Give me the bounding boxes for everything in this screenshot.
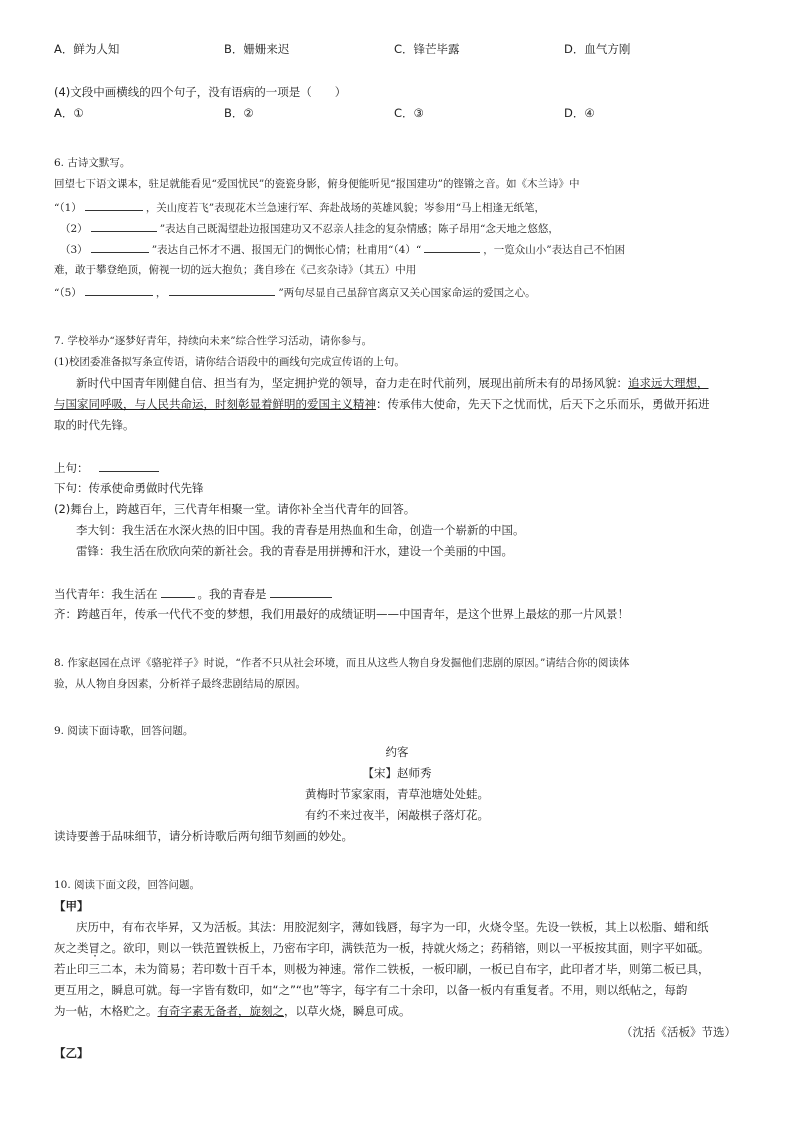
question-8-line2: 验，从人物自身因素，分析祥子最终悲剧结局的原因。 bbox=[54, 678, 306, 690]
question-6-line3: （3） ”表达自己怀才不遇、报国无门的惆怅心情；杜甫用“（4）“ ，一览众山小”表达自己不怕困 bbox=[60, 241, 625, 258]
sub-question-4: (4)文段中画横线的四个句子，没有语病的一项是（ ） bbox=[54, 85, 347, 99]
emphasis-dot: 冒 bbox=[88, 941, 100, 955]
sub-question-2: (2)舞台上，跨越百年，三代青年相聚一堂。请你补全当代青年的回答。 bbox=[54, 502, 416, 516]
option-b: B．姗姗来迟 bbox=[224, 42, 290, 56]
passage-line: 更互用之，瞬息可就。每一字皆有数印，如“之”“也”等字，每字有二十余印，以备一板内有重复者。不用，则以纸帖之，每韵 bbox=[54, 983, 688, 997]
sub-question-1: (1)校团委准备拟写条宣传语，请你结合语段中的画线句完成宣传语的上句。 bbox=[54, 356, 405, 368]
answer-blank[interactable] bbox=[424, 241, 480, 253]
passage-line: 取的时代先锋。 bbox=[54, 418, 135, 432]
question-8-line1: 8. 作家赵园在点评《骆驼祥子》时说，“作者不只从社会环境，而且从这些人物自身发掘他们悲剧的原因。”请结合你的阅读体 bbox=[54, 657, 630, 669]
passage-line: 为一帖，木格贮之。有奇字素无备者，旋刻之，以草火烧，瞬息可成。 bbox=[54, 1004, 411, 1018]
answer-blank[interactable] bbox=[161, 586, 195, 598]
answer-blank[interactable] bbox=[169, 284, 275, 296]
question-9-prompt: 读诗要善于品味细节，请分析诗歌后两句细节刻画的妙处。 bbox=[54, 829, 353, 843]
dialogue-li: 李大钊：我生活在水深火热的旧中国。我的青春是用热血和生命，创造一个崭新的中国。 bbox=[76, 523, 525, 537]
passage-source: （沈括《活板》节选） bbox=[621, 1025, 736, 1039]
answer-blank[interactable] bbox=[91, 241, 149, 253]
answer-blank[interactable] bbox=[270, 586, 332, 598]
poem-author: 【宋】赵师秀 bbox=[362, 766, 432, 780]
question-9-title: 9. 阅读下面诗歌，回答问题。 bbox=[54, 725, 194, 737]
upper-line: 上句： bbox=[54, 460, 162, 476]
answer-blank[interactable] bbox=[99, 460, 159, 472]
dialogue-contemporary: 当代青年：我生活在 。我的青春是 bbox=[54, 586, 335, 602]
question-6-intro: 回望七下语文课本，驻足就能看见“爱国忧民”的瓷瓷身影，俯身便能听见“报国建功”的铿锵之音。如《木兰诗》中 bbox=[54, 178, 580, 190]
option-d: D．血气方刚 bbox=[564, 42, 631, 56]
question-10-title: 10. 阅读下面文段，回答问题。 bbox=[54, 879, 201, 891]
option-c: C．③ bbox=[394, 106, 424, 120]
section-yi: 【乙】 bbox=[54, 1046, 89, 1060]
passage-line: 若止印三二本，未为简易；若印数十百千本，则极为神速。常作二铁板，一板印刷，一板已自布字，此印者才毕，则第二板已具， bbox=[54, 962, 710, 976]
answer-blank[interactable] bbox=[85, 284, 153, 296]
question-6-line1: “（1） ，关山度若飞”表现花木兰急速行军、奔赴战场的英雄风貌；岑参用“马上相逢无纸笔， bbox=[54, 199, 545, 216]
dialogue-together: 齐：跨越百年，传承一代代不变的梦想，我们用最好的成绩证明——中国青年，是这个世界上最炫的那一片风景！ bbox=[54, 607, 629, 621]
question-7-title: 7. 学校举办“逐梦好青年，持续向未来”综合性学习活动，请你参与。 bbox=[54, 335, 373, 347]
question-6-line5: “（5） ， ”两句尽显自己虽辞官离京又关心国家命运的爱国之心。 bbox=[54, 284, 536, 301]
question-6-line2: （2） ”表达自己既渴望赴边报国建功又不忍亲人挂念的复杂情感；陈子昂用“念天地之悠悠， bbox=[60, 220, 559, 237]
option-c: C．锋芒毕露 bbox=[394, 42, 460, 56]
answer-blank[interactable] bbox=[85, 199, 143, 211]
option-a: A．① bbox=[54, 106, 84, 120]
question-6-line4: 难，敢于攀登绝顶，俯视一切的远大抱负；龚自珍在《己亥杂诗》（其五）中用 bbox=[54, 264, 417, 276]
passage-line: 与国家同呼吸，与人民共命运，时刻彰显着鲜明的爱国主义精神：传承伟大使命，先天下之忧而忧，后天下之乐而乐，勇做开拓进 bbox=[54, 397, 710, 411]
option-b: B．② bbox=[224, 106, 254, 120]
option-d: D．④ bbox=[564, 106, 595, 120]
passage-line: 新时代中国青年刚健自信、担当有为，坚定拥护党的领导，奋力走在时代前列，展现出前所未有的昂扬风貌：追求远大理想， bbox=[76, 376, 709, 390]
dialogue-lei: 雷锋：我生活在欣欣向荣的新社会。我的青春是用拼搏和汗水，建设一个美丽的中国。 bbox=[76, 544, 513, 558]
option-a: A．鲜为人知 bbox=[54, 42, 120, 56]
passage-line: 灰之类冒之。欲印，则以一铁范置铁板上，乃密布字印，满铁范为一板，持就火炀之；药稍镕，则以一平板按其面，则字平如砥。 bbox=[54, 941, 710, 955]
section-jia: 【甲】 bbox=[54, 899, 89, 913]
lower-line: 下句：传承使命勇做时代先锋 bbox=[54, 481, 204, 495]
poem-line: 黄梅时节家家雨，青草池塘处处蛙。 bbox=[305, 787, 489, 801]
poem-title: 约客 bbox=[385, 745, 409, 759]
passage-line: 庆历中，有布衣毕昇，又为活板。其法：用胶泥刻字，薄如钱唇，每字为一印，火烧令坚。先设一铁板，其上以松脂、蜡和纸 bbox=[76, 920, 709, 934]
question-6-title: 6. 古诗文默写。 bbox=[54, 157, 131, 169]
answer-blank[interactable] bbox=[91, 220, 157, 232]
poem-line: 有约不来过夜半，闲敲棋子落灯花。 bbox=[305, 808, 489, 822]
